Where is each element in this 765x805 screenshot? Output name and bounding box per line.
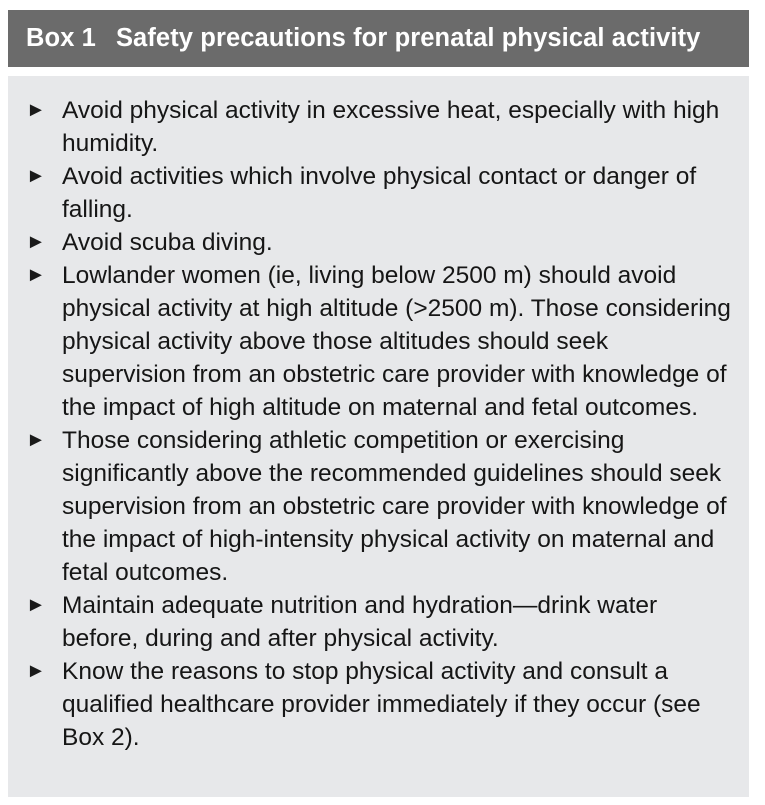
bullet-arrow-icon: ► bbox=[26, 594, 46, 616]
list-item bbox=[26, 589, 733, 655]
bullet-arrow-icon: ► bbox=[26, 231, 46, 253]
list-item-text: Those considering athletic competition or exercising significantly above the recommended guidelines should seek supervision from an obstetric care provider with knowledge of the impact of high-intensity physical activity on maternal and fetal outcomes. bbox=[62, 427, 727, 586]
box-title: Safety precautions for prenatal physical activity bbox=[115, 24, 701, 52]
list-item-text: Avoid activities which involve physical contact or danger of falling. bbox=[62, 163, 697, 223]
list-item bbox=[26, 424, 733, 589]
list-item bbox=[26, 655, 733, 754]
bullet-arrow-icon: ► bbox=[26, 660, 46, 682]
bullet-arrow-icon: ► bbox=[26, 99, 46, 121]
list-item bbox=[26, 226, 733, 259]
list-item-text: Lowlander women (ie, living below 2500 m) should avoid physical activity at high altitude (>2500 m). Those considering physical activity above those altitudes should seek supervision from an obstetric care provider with knowledge of the impact of high altitude on maternal and fetal outcomes. bbox=[62, 262, 731, 421]
list-item-text: Maintain adequate nutrition and hydration—drink water before, during and after physical activity. bbox=[62, 592, 658, 652]
box-body bbox=[8, 76, 749, 797]
box-label: Box 1 bbox=[26, 24, 96, 52]
list-item bbox=[26, 94, 733, 160]
list-item-text: Avoid physical activity in excessive heat, especially with high humidity. bbox=[62, 97, 720, 157]
list-item bbox=[26, 259, 733, 424]
bullet-arrow-icon: ► bbox=[26, 165, 46, 187]
info-box bbox=[8, 10, 749, 797]
list-item-text: Avoid scuba diving. bbox=[62, 229, 273, 256]
precautions-list bbox=[26, 94, 733, 754]
list-item bbox=[26, 160, 733, 226]
bullet-arrow-icon: ► bbox=[26, 264, 46, 286]
list-item-text: Know the reasons to stop physical activity and consult a qualified healthcare provider immediately if they occur (see Box 2). bbox=[62, 658, 701, 751]
box-header bbox=[8, 10, 749, 67]
bullet-arrow-icon: ► bbox=[26, 429, 46, 451]
